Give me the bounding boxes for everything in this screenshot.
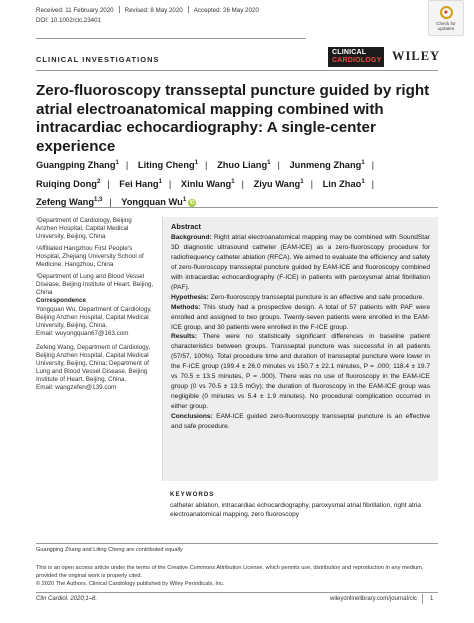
crossmark-icon: ● — [440, 6, 453, 19]
affiliation-3: ³Department of Lung and Blood Vessel Disease, Beijing Institute of Heart, Beijing, China — [36, 273, 154, 296]
keywords — [162, 490, 438, 519]
author-separator: | — [277, 160, 280, 171]
journal-url[interactable]: wileyonlinelibrary.com/journal/clc — [330, 596, 417, 602]
author-affiliation-marker: 1 — [231, 178, 235, 185]
author-separator: | — [310, 178, 313, 189]
correspondence — [36, 297, 154, 396]
author-affiliation-marker: 1 — [361, 178, 365, 185]
author-name[interactable]: Guangping Zhang$^1$ — [36, 160, 119, 171]
author-name[interactable]: Ziyu Wang$^1$ — [253, 178, 304, 189]
page-separator — [422, 594, 423, 604]
journal-citation: Clin Cardiol. 2020;1–8. — [36, 596, 98, 602]
affiliation-2: ²Affiliated Hangzhou First People's Hospital, Zhejiang University School of Medicine, Hangzhou, China — [36, 245, 144, 268]
abstract-methods: Methods: This study had a prospective design. A total of 57 patients with PAF were enrolled and assigned to two groups. Twenty-seven patients were enrolled in the EAM-ICE group, and 30 patients were enrolled in the F-ICE group. — [171, 303, 431, 331]
author-name[interactable]: Yongquan Wu$^1$iD — [121, 197, 195, 208]
orcid-icon[interactable]: iD — [189, 200, 195, 207]
author-separator: | — [125, 160, 129, 171]
correspondence-address-2: Zefeng Wang, Department of Cardiology, Beijing Anzhen Hospital, Capital Medical University, Beijing, China; Department of Lung and Blood Vessel Disease, Beijing Institute of Heart, Beijing, China. — [36, 344, 151, 383]
author-affiliation-marker: 1 — [194, 160, 199, 166]
footnote-divider — [36, 543, 438, 544]
keywords-heading: KEYWORDS — [170, 491, 215, 498]
header-divider — [36, 38, 306, 39]
abstract-conclusions: Conclusions: EAM-ICE guided zero-fluoroscopy transseptal puncture is an effective and safe procedure. — [171, 413, 430, 431]
author-affiliation-marker: 1 — [300, 178, 304, 185]
publisher-logo: WILEY — [392, 49, 441, 63]
author-separator: | — [371, 160, 375, 171]
author-list — [36, 155, 446, 211]
revised-date: Revised: 8 May 2020 — [124, 7, 183, 14]
abstract-results: Results: There were no statistically significant differences in baseline patient characteristics between groups. Transseptal puncture was successful in all patients (57/57, 100%). Total procedure time and duration of transseptal puncture were lower in the F-ICE group (199.4 ± 26.0 minutes vs 150.7 ± 22.1 minutes, P = .000; 118.4 ± 19.7 vs 70.5 ± 13.5 minutes, P = .000). There was no use of fluoroscopy in the EAM-ICE group (0 vs 70.5 ± 13.5 mGy); the duration of fluoroscopy in the EAM-ICE group was negligible (0 minutes vs 5.4 ± 1.9 minutes). No procedural complication occurred in either group. — [171, 333, 430, 411]
abstract-box — [162, 217, 438, 481]
abstract-heading: Abstract — [171, 222, 201, 231]
author-separator: | — [107, 178, 110, 189]
author-name[interactable]: Lin Zhao$^1$ — [322, 178, 365, 189]
correspondence-address-1: Yongquan Wu, Department of Cardiology, Beijing Anzhen Hospital, Capital Medical University, Beijing, China. — [36, 306, 152, 329]
license-statement: This is an open access article under the terms of the Creative Commons Attribution License, which permits use, distribution and reproduction in any medium, provided the original work is properly cited. © 2020 The Authors. Clinical Cardiology published by Wiley Periodicals, Inc. — [36, 565, 424, 587]
affiliation-1: ¹Department of Cardiology, Beijing Anzhen Hospital, Capital Medical University, Beijing, China — [36, 217, 132, 240]
author-name[interactable]: Fei Hang$^1$ — [119, 178, 162, 189]
author-name[interactable]: Junmeng Zhang$^1$ — [289, 160, 365, 171]
author-separator: | — [168, 178, 172, 189]
author-name[interactable]: Zhuo Liang$^1$ — [217, 160, 271, 171]
accepted-date: Accepted: 26 May 2020 — [193, 7, 259, 14]
article-dates — [36, 6, 259, 14]
correspondence-email-2[interactable]: Email: wangzefen@139.com — [36, 384, 117, 391]
abstract-background: Background: Right atrial electroanatomical mapping may be combined with SoundStar 3D diagnostic ultrasound catheter (EAM-ICE) as a zero-fluoroscopy procedure for radiofrequency catheter ablation (RFCA). We aimed to evaluate the efficiency and safety of zero-fluoroscopy transseptal puncture guided by EAM-ICE and fluoroscopy combined with intracardiac echocardiography (F-ICE) in patients with paroxysmal atrial fibrillation (PAF). — [171, 233, 431, 291]
equal-contribution-footnote: Guangping Zhang and Liting Cheng are contributed equally — [36, 547, 183, 553]
author-affiliation-marker: 2 — [96, 178, 101, 185]
page-number: 1 — [430, 596, 434, 602]
section-heading: CLINICAL INVESTIGATIONS — [36, 55, 160, 64]
author-name[interactable]: Xinlu Wang$^1$ — [180, 178, 235, 189]
check-for-updates-badge[interactable] — [428, 0, 464, 36]
keywords-text: catheter ablation, intracardiac echocardiography, paroxysmal atrial fibrillation, right atria electroanatomical mapping, zero fluoroscopy — [170, 502, 421, 518]
correspondence-heading: Correspondence — [36, 297, 87, 304]
author-separator: | — [109, 197, 112, 208]
authors-divider — [36, 207, 438, 208]
author-separator: | — [205, 160, 208, 171]
badge-line-1: Check for — [436, 20, 456, 26]
received-date: Received: 11 February 2020 — [36, 7, 114, 14]
author-name[interactable]: Zefeng Wang$^{1,3}$ — [36, 197, 103, 208]
author-affiliation-marker: 1,3 — [94, 197, 103, 204]
doi[interactable]: DOI: 10.1002/clc.23401 — [36, 17, 102, 24]
bottom-divider — [36, 592, 438, 593]
badge-line-2: updates — [437, 25, 455, 31]
author-affiliation-marker: 1 — [361, 160, 365, 166]
author-affiliation-marker: 1 — [115, 160, 119, 166]
author-separator: | — [371, 178, 375, 189]
section-divider — [36, 70, 438, 71]
author-separator: | — [241, 178, 244, 189]
journal-logo: CLINICAL CARDIOLOGY — [328, 47, 384, 67]
affiliations — [36, 217, 154, 301]
author-affiliation-marker: 1 — [267, 160, 271, 166]
correspondence-email-1[interactable]: Email: wuyongquan67@163.com — [36, 330, 129, 337]
author-name[interactable]: Liting Cheng$^1$ — [137, 160, 199, 171]
author-affiliation-marker: 1 — [182, 197, 187, 204]
author-name[interactable]: Ruiqing Dong$^2$ — [36, 178, 101, 189]
article-title: Zero-fluoroscopy transseptal puncture guided by right atrial electroanatomical mapping combined with intracardiac echocardiography: A single-center experience — [36, 82, 430, 155]
author-affiliation-marker: 1 — [158, 178, 162, 185]
abstract-hypothesis: Hypothesis: Zero-fluoroscopy transseptal puncture is an effective and safe procedure. — [171, 293, 425, 301]
